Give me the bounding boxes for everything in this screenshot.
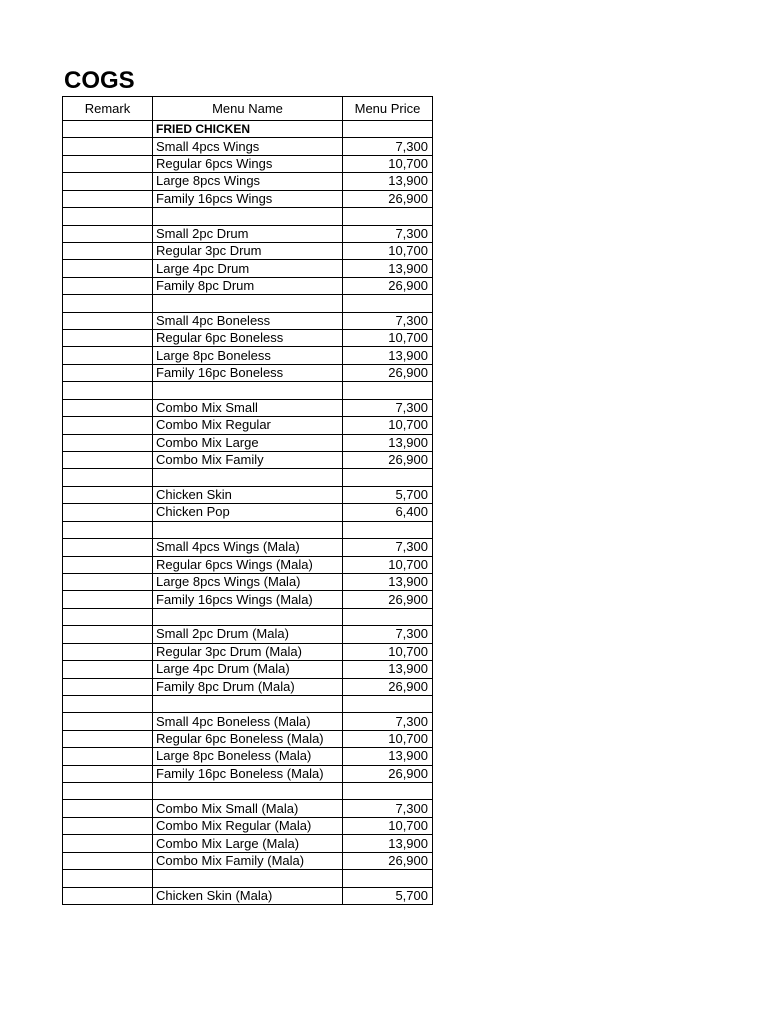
menu-name-cell: Large 4pc Drum (Mala) <box>153 661 343 678</box>
menu-name-cell: Chicken Skin (Mala) <box>153 887 343 904</box>
menu-price-cell: 5,700 <box>343 887 433 904</box>
menu-name-cell <box>153 608 343 625</box>
menu-price-cell: 26,900 <box>343 452 433 469</box>
table-row <box>63 347 433 364</box>
table-row <box>63 399 433 416</box>
menu-name-cell: Large 4pc Drum <box>153 260 343 277</box>
table-row <box>63 887 433 904</box>
menu-name-cell: Small 2pc Drum (Mala) <box>153 626 343 643</box>
remark-cell <box>63 730 153 747</box>
menu-name-cell: Family 16pcs Wings <box>153 190 343 207</box>
remark-cell <box>63 312 153 329</box>
remark-cell <box>63 260 153 277</box>
menu-price-cell: 26,900 <box>343 678 433 695</box>
menu-name-cell: Combo Mix Family <box>153 452 343 469</box>
table-row <box>63 678 433 695</box>
menu-price-cell: 26,900 <box>343 277 433 294</box>
menu-name-cell: Family 16pc Boneless <box>153 364 343 381</box>
remark-cell <box>63 539 153 556</box>
table-row <box>63 643 433 660</box>
table-row <box>63 330 433 347</box>
remark-cell <box>63 678 153 695</box>
table-row <box>63 835 433 852</box>
remark-cell <box>63 382 153 399</box>
table-row <box>63 626 433 643</box>
menu-name-cell <box>153 870 343 887</box>
remark-cell <box>63 713 153 730</box>
menu-price-cell: 10,700 <box>343 730 433 747</box>
menu-price-cell <box>343 783 433 800</box>
remark-cell <box>63 208 153 225</box>
remark-cell <box>63 870 153 887</box>
remark-cell <box>63 748 153 765</box>
menu-price-cell: 10,700 <box>343 417 433 434</box>
menu-name-cell: Regular 6pc Boneless <box>153 330 343 347</box>
menu-name-cell: Regular 6pcs Wings <box>153 155 343 172</box>
menu-name-cell: Regular 3pc Drum (Mala) <box>153 643 343 660</box>
header-row <box>63 97 433 121</box>
remark-cell <box>63 417 153 434</box>
remark-cell <box>63 626 153 643</box>
remark-cell <box>63 608 153 625</box>
menu-name-cell: Large 8pcs Wings <box>153 173 343 190</box>
table-row <box>63 713 433 730</box>
table-row <box>63 817 433 834</box>
menu-name-cell: Small 4pc Boneless <box>153 312 343 329</box>
menu-price-cell: 7,300 <box>343 800 433 817</box>
remark-cell <box>63 695 153 712</box>
menu-price-cell: 13,900 <box>343 347 433 364</box>
menu-price-cell: 13,900 <box>343 434 433 451</box>
remark-cell <box>63 852 153 869</box>
menu-price-cell: 7,300 <box>343 312 433 329</box>
menu-price-cell: 13,900 <box>343 748 433 765</box>
table-row <box>63 539 433 556</box>
menu-name-cell: Family 16pcs Wings (Mala) <box>153 591 343 608</box>
table-row <box>63 434 433 451</box>
menu-name-cell: Combo Mix Small <box>153 399 343 416</box>
menu-name-cell: Combo Mix Regular <box>153 417 343 434</box>
remark-cell <box>63 817 153 834</box>
menu-price-cell: 13,900 <box>343 661 433 678</box>
remark-cell <box>63 887 153 904</box>
menu-price-cell <box>343 295 433 312</box>
menu-price-cell <box>343 382 433 399</box>
menu-name-cell: Family 8pc Drum (Mala) <box>153 678 343 695</box>
table-row <box>63 556 433 573</box>
menu-price-cell: 7,300 <box>343 539 433 556</box>
menu-price-cell: 10,700 <box>343 556 433 573</box>
table-row <box>63 364 433 381</box>
remark-cell <box>63 277 153 294</box>
menu-price-cell <box>343 208 433 225</box>
table-row <box>63 486 433 503</box>
menu-name-cell: Family 16pc Boneless (Mala) <box>153 765 343 782</box>
remark-cell <box>63 173 153 190</box>
table-row <box>63 138 433 155</box>
menu-name-cell <box>153 521 343 538</box>
remark-cell <box>63 452 153 469</box>
menu-name-cell <box>153 295 343 312</box>
menu-price-cell <box>343 469 433 486</box>
menu-price-cell: 7,300 <box>343 626 433 643</box>
table-row <box>63 661 433 678</box>
remark-cell <box>63 643 153 660</box>
table-row <box>63 591 433 608</box>
remark-cell <box>63 434 153 451</box>
menu-name-cell: Regular 6pc Boneless (Mala) <box>153 730 343 747</box>
menu-name-cell: Combo Mix Regular (Mala) <box>153 817 343 834</box>
remark-cell <box>63 330 153 347</box>
menu-name-cell <box>153 382 343 399</box>
menu-name-cell: Small 4pc Boneless (Mala) <box>153 713 343 730</box>
table-row <box>63 783 433 800</box>
table-row <box>63 173 433 190</box>
table-row <box>63 695 433 712</box>
header-menu-price: Menu Price <box>343 97 433 121</box>
remark-cell <box>63 347 153 364</box>
table-row <box>63 155 433 172</box>
remark-cell <box>63 225 153 242</box>
menu-price-cell: 26,900 <box>343 765 433 782</box>
remark-cell <box>63 783 153 800</box>
table-row <box>63 730 433 747</box>
menu-name-cell: Combo Mix Family (Mala) <box>153 852 343 869</box>
table-row <box>63 260 433 277</box>
remark-cell <box>63 591 153 608</box>
cogs-table <box>62 96 433 905</box>
table-row <box>63 295 433 312</box>
menu-name-cell: Small 4pcs Wings <box>153 138 343 155</box>
table-row <box>63 225 433 242</box>
menu-price-cell: 10,700 <box>343 155 433 172</box>
header-remark: Remark <box>63 97 153 121</box>
table-row <box>63 190 433 207</box>
remark-cell <box>63 556 153 573</box>
menu-price-cell: 13,900 <box>343 835 433 852</box>
remark-cell <box>63 800 153 817</box>
table-row <box>63 748 433 765</box>
table-row <box>63 870 433 887</box>
remark-cell <box>63 521 153 538</box>
menu-price-cell: 7,300 <box>343 399 433 416</box>
remark-cell <box>63 765 153 782</box>
table-row <box>63 521 433 538</box>
table-row <box>63 608 433 625</box>
remark-cell <box>63 573 153 590</box>
menu-price-cell: 13,900 <box>343 173 433 190</box>
table-row <box>63 800 433 817</box>
remark-cell <box>63 364 153 381</box>
menu-price-cell: 13,900 <box>343 573 433 590</box>
table-row <box>63 765 433 782</box>
table-row <box>63 573 433 590</box>
page-title: COGS <box>64 67 135 94</box>
menu-name-cell: Chicken Skin <box>153 486 343 503</box>
table-row <box>63 277 433 294</box>
menu-price-cell: 7,300 <box>343 138 433 155</box>
menu-name-cell: Large 8pcs Wings (Mala) <box>153 573 343 590</box>
remark-cell <box>63 242 153 259</box>
remark-cell <box>63 835 153 852</box>
menu-price-cell <box>343 695 433 712</box>
remark-cell <box>63 190 153 207</box>
remark-cell <box>63 121 153 138</box>
remark-cell <box>63 661 153 678</box>
table-row <box>63 452 433 469</box>
menu-name-cell <box>153 208 343 225</box>
remark-cell <box>63 469 153 486</box>
menu-name-cell: Small 2pc Drum <box>153 225 343 242</box>
remark-cell <box>63 504 153 521</box>
menu-price-cell: 7,300 <box>343 713 433 730</box>
menu-name-cell: Regular 6pcs Wings (Mala) <box>153 556 343 573</box>
menu-price-cell <box>343 521 433 538</box>
menu-name-cell <box>153 469 343 486</box>
menu-price-cell: 13,900 <box>343 260 433 277</box>
table-row <box>63 417 433 434</box>
menu-price-cell <box>343 121 433 138</box>
header-menu-name: Menu Name <box>153 97 343 121</box>
table-row <box>63 382 433 399</box>
menu-name-cell: Combo Mix Large (Mala) <box>153 835 343 852</box>
menu-price-cell: 5,700 <box>343 486 433 503</box>
table-row <box>63 121 433 138</box>
table-header <box>63 97 433 121</box>
table-body <box>63 121 433 905</box>
remark-cell <box>63 138 153 155</box>
menu-price-cell: 10,700 <box>343 242 433 259</box>
table-row <box>63 852 433 869</box>
menu-price-cell <box>343 608 433 625</box>
menu-price-cell: 26,900 <box>343 591 433 608</box>
menu-name-cell: Large 8pc Boneless <box>153 347 343 364</box>
menu-price-cell <box>343 870 433 887</box>
menu-price-cell: 26,900 <box>343 852 433 869</box>
table-row <box>63 469 433 486</box>
menu-price-cell: 6,400 <box>343 504 433 521</box>
remark-cell <box>63 399 153 416</box>
menu-name-cell: Combo Mix Small (Mala) <box>153 800 343 817</box>
menu-name-cell <box>153 695 343 712</box>
table-row <box>63 242 433 259</box>
menu-price-cell: 26,900 <box>343 364 433 381</box>
table-row <box>63 208 433 225</box>
remark-cell <box>63 295 153 312</box>
menu-name-cell: Combo Mix Large <box>153 434 343 451</box>
menu-name-cell: FRIED CHICKEN <box>153 121 343 138</box>
menu-price-cell: 10,700 <box>343 330 433 347</box>
remark-cell <box>63 155 153 172</box>
menu-name-cell: Small 4pcs Wings (Mala) <box>153 539 343 556</box>
menu-name-cell: Family 8pc Drum <box>153 277 343 294</box>
menu-price-cell: 10,700 <box>343 643 433 660</box>
menu-name-cell <box>153 783 343 800</box>
menu-price-cell: 26,900 <box>343 190 433 207</box>
remark-cell <box>63 486 153 503</box>
table-row <box>63 504 433 521</box>
table-row <box>63 312 433 329</box>
menu-name-cell: Large 8pc Boneless (Mala) <box>153 748 343 765</box>
menu-price-cell: 10,700 <box>343 817 433 834</box>
menu-price-cell: 7,300 <box>343 225 433 242</box>
menu-name-cell: Chicken Pop <box>153 504 343 521</box>
menu-name-cell: Regular 3pc Drum <box>153 242 343 259</box>
